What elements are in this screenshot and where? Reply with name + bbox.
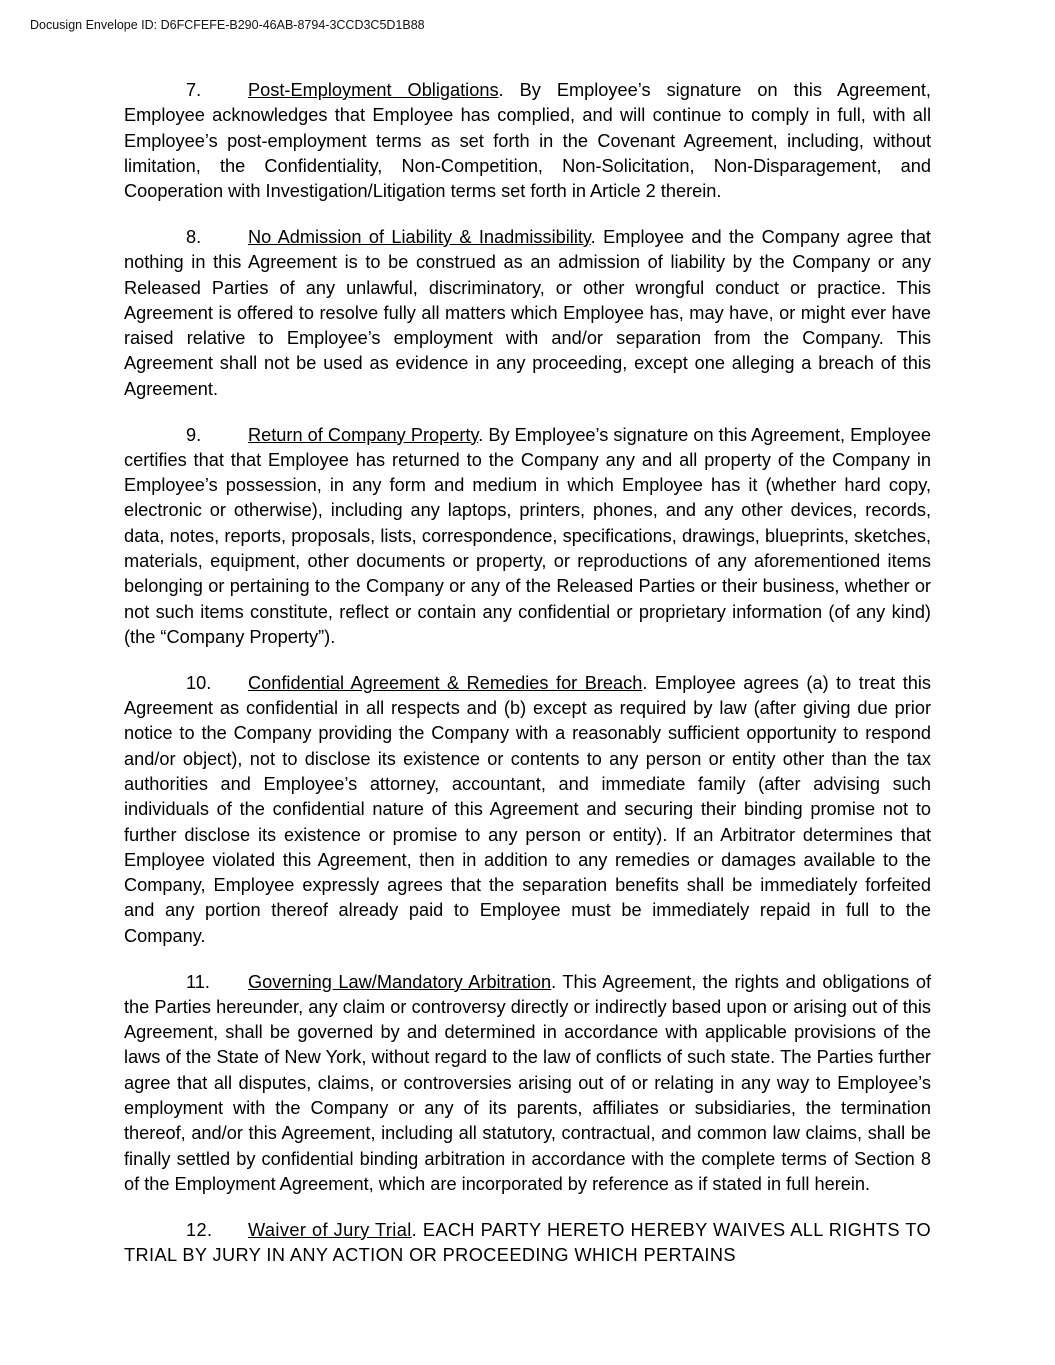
section-text: . This Agreement, the rights and obligations of the Parties hereunder, any claim or controversy directly or indirectly based upon or arising out of this Agreement, shall be governed by and determined in accordance with applicable provisions of the laws of the State of New York, without regard to the law of conflicts of such state. The Parties further agree that all disputes, claims, or controversies arising out of or relating in any way to Employee’s employment with the Company or any of its parents, affiliates or subsidiaries, the termination thereof, and/or this Agreement, including all statutory, contractual, and common law claims, shall be finally settled by confidential binding arbitration in accordance with the complete terms of Section 8 of the Employment Agreement, which are incorporated by reference as if stated in full herein. [124, 971, 931, 1194]
section-number: 8. [186, 226, 202, 247]
section-12 [124, 1218, 931, 1269]
section-text: . By Employee’s signature on this Agreement, Employee certifies that that Employee has returned to the Company any and all property of the Company in Employee’s possession, in any form and medium in which Employee has it (whether hard copy, electronic or otherwise), including any laptops, printers, phones, and any other devices, records, data, notes, reports, proposals, lists, correspondence, specifications, drawings, blueprints, sketches, materials, equipment, other documents or property, or reproductions of any aforementioned items belonging or pertaining to the Company or any of the Released Parties or their business, whether or not such items constitute, reflect or contain any confidential or proprietary information (of any kind) (the “Company Property”). [124, 424, 932, 647]
section-text: . Employee agrees (a) to treat this Agreement as confidential in all respects and (b) except as required by law (after giving due prior notice to the Company providing the Company with a reasonably sufficient opportunity to respond and/or object), not to disclose its existence or contents to any person or entity other than the tax authorities and Employee’s attorney, accountant, and immediate family (after advising such individuals of the confidential nature of this Agreement and securing their binding promise not to further disclose its existence or promise to any person or entity). If an Arbitrator determines that Employee violated this Agreement, then in addition to any remedies or damages available to the Company, Employee expressly agrees that the separation benefits shall be immediately forfeited and any portion thereof already paid to Employee must be immediately repaid in full to the Company. [124, 672, 931, 946]
docusign-envelope-id: Docusign Envelope ID: D6FCFEFE-B290-46AB-8794-3CCD3C5D1B88 [30, 18, 425, 32]
section-number: 11. [186, 971, 210, 992]
section-heading: No Admission of Liability & Inadmissibility [248, 226, 591, 247]
section-text: . By Employee’s signature on this Agreement, Employee acknowledges that Employee has complied, and will continue to comply in full, with all Employee’s post-employment terms as set forth in the Covenant Agreement, including, without limitation, the Confidentiality, Non-Competition, Non-Solicitation, Non-Disparagement, and Cooperation with Investigation/Litigation terms set forth in Article 2 therein. [124, 80, 931, 202]
section-heading: Governing Law/Mandatory Arbitration [248, 971, 552, 992]
section-8 [124, 225, 931, 402]
document-body [124, 78, 931, 1289]
section-11 [124, 970, 931, 1198]
section-number: 7. [186, 80, 202, 100]
section-10 [124, 671, 931, 949]
section-9 [124, 423, 931, 651]
section-number: 10. [186, 672, 212, 693]
section-heading: Confidential Agreement & Remedies for Breach [248, 672, 643, 693]
section-7 [124, 78, 931, 204]
section-heading: Waiver of Jury Trial [248, 1219, 412, 1240]
section-number: 9. [186, 424, 202, 445]
section-text: . EACH PARTY HERETO HEREBY WAIVES ALL RIGHTS TO TRIAL BY JURY IN ANY ACTION OR PROCEEDING WHICH PERTAINS [124, 1219, 931, 1265]
section-number: 12. [186, 1219, 213, 1240]
section-text: . Employee and the Company agree that nothing in this Agreement is to be construed as an admission of liability by the Company or any Released Parties of any unlawful, discriminatory, or other wrongful conduct or practice. This Agreement is offered to resolve fully all matters which Employee has, may have, or might ever have raised relative to Employee’s employment with and/or separation from the Company. This Agreement shall not be used as evidence in any proceeding, except one alleging a breach of this Agreement. [124, 226, 931, 399]
section-heading: Post-Employment Obligations [248, 80, 499, 100]
section-heading: Return of Company Property [248, 424, 479, 445]
